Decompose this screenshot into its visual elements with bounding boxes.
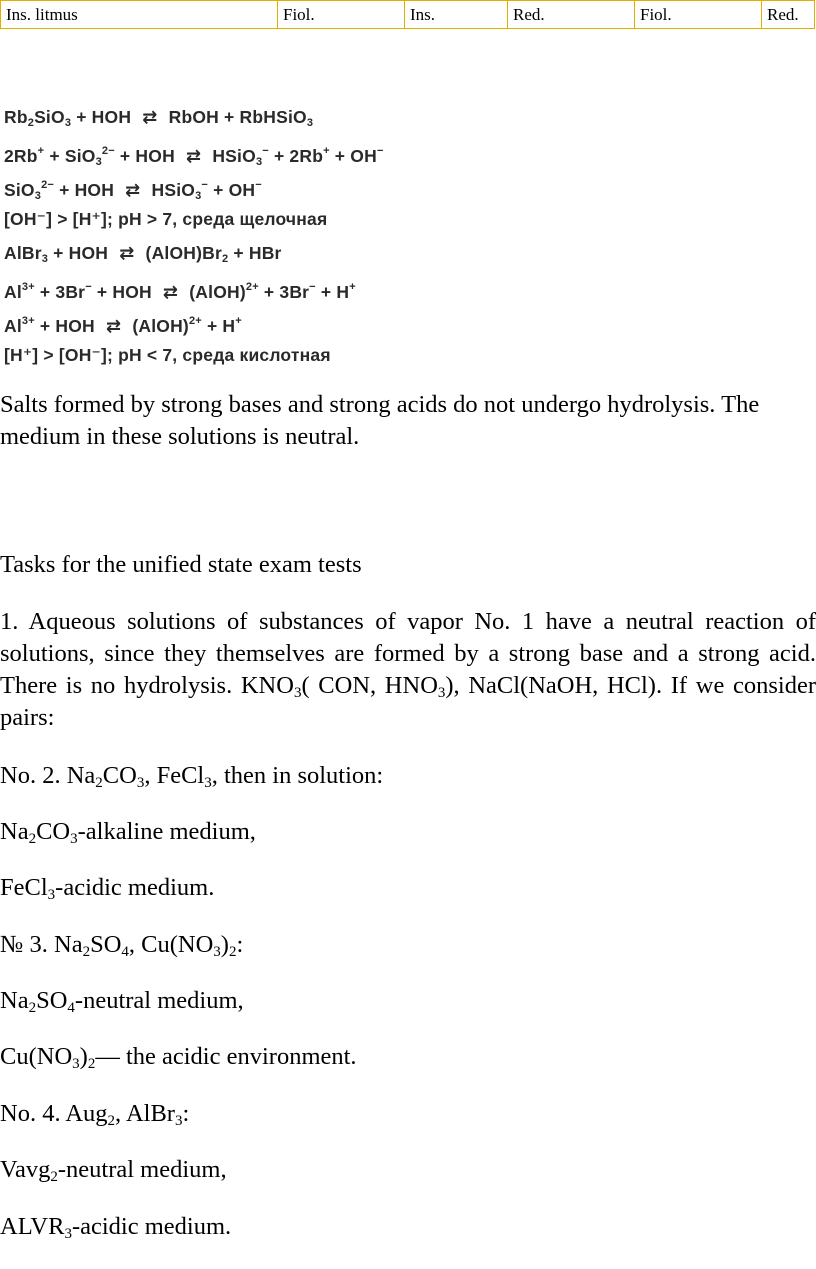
eq-sub: 3 <box>95 156 102 168</box>
subscript: 4 <box>121 944 129 960</box>
equilibrium-arrow-icon: ⇄ <box>119 243 135 263</box>
eq-sup: − <box>376 145 384 157</box>
eq-sup: + <box>349 281 356 293</box>
equation-line <box>4 134 524 168</box>
litmus-table <box>0 0 815 29</box>
eq-text: (AlOH) <box>127 316 189 336</box>
eq-sup: 2− <box>41 179 55 191</box>
subscript: 3 <box>136 775 145 791</box>
cuno3-line <box>0 1041 816 1073</box>
eq-text: + HOH <box>91 282 157 302</box>
line-text: -acidic medium. <box>55 874 215 901</box>
eq-text: (AlOH)Br <box>140 243 222 263</box>
eq-text: + SiO <box>44 146 96 166</box>
eq-sub: 3 <box>195 190 202 202</box>
subscript: 3 <box>72 1056 80 1072</box>
equation-line <box>4 270 524 304</box>
eq-sub: 3 <box>34 190 42 202</box>
equilibrium-arrow-icon: ⇄ <box>162 282 179 302</box>
eq-text: + H <box>315 282 350 302</box>
line-text: SO <box>90 931 122 958</box>
line-text: : <box>182 1100 190 1127</box>
eq-sup: 2− <box>101 145 115 157</box>
litmus-cell: Red. <box>508 1 635 29</box>
equilibrium-arrow-icon: ⇄ <box>185 146 202 166</box>
litmus-row <box>1 1 815 29</box>
pair-4-line <box>0 1098 816 1130</box>
eq-text: SiO <box>4 180 35 200</box>
line-text: -neutral medium, <box>57 1156 227 1183</box>
eq-sup: 2+ <box>245 281 259 293</box>
subscript: 2 <box>107 1113 116 1129</box>
eq-text: SiO <box>34 107 65 127</box>
subscript: 2 <box>50 1169 58 1185</box>
task-text: ( CON, HNO <box>301 672 438 699</box>
eq-sub: 3 <box>64 117 72 129</box>
eq-sup: + <box>235 315 242 327</box>
line-text: Cu(NO <box>0 1043 73 1070</box>
line-text: CO <box>102 762 137 789</box>
eq-text: + HOH <box>34 316 100 336</box>
litmus-cell: Ins. litmus <box>1 1 278 29</box>
eq-text: + OH <box>329 146 377 166</box>
eq-sup: 3+ <box>21 281 35 293</box>
line-text: , FeCl <box>144 762 205 789</box>
eq-text: HSiO <box>146 180 196 200</box>
vavg-line <box>0 1154 816 1186</box>
subscript: 3 <box>174 1113 183 1129</box>
equilibrium-arrow-icon: ⇄ <box>125 180 141 200</box>
line-text: FeCl <box>0 874 48 901</box>
eq-text: RbOH + RbHSiO <box>163 107 307 127</box>
eq-sup: − <box>201 179 209 191</box>
eq-text: + HOH <box>48 243 114 263</box>
tasks-heading: Tasks for the unified state exam tests <box>0 551 362 578</box>
subscript: 3 <box>213 944 221 960</box>
eq-sub: 2 <box>27 117 35 129</box>
line-text: SO <box>36 987 68 1014</box>
line-text: -acidic medium. <box>71 1213 232 1240</box>
eq-sup: − <box>309 281 316 293</box>
task-text: 1. Aqueous solutions of substances of vapor No. 1 have a neutral reaction of solutions, since they themselves are formed by a strong base and a strong acid. There is no hydrolysis. KNO <box>0 608 816 699</box>
hydrolysis-equations <box>4 100 524 372</box>
line-text: ) <box>220 931 229 958</box>
line-text: -alkaline medium, <box>77 818 256 845</box>
line-text: , AlBr <box>115 1100 175 1127</box>
subscript: 2 <box>228 944 237 960</box>
eq-sup: 3+ <box>21 315 35 327</box>
equation-line <box>4 236 524 270</box>
equation-line: [H⁺] > [OH⁻]; pH < 7, среда кислотная <box>4 345 331 365</box>
line-text: № 3. Na <box>0 931 83 958</box>
line-text: Na <box>0 987 29 1014</box>
eq-text: + H <box>201 316 236 336</box>
line-text: -neutral medium, <box>74 987 244 1014</box>
fecl3-line <box>0 872 816 904</box>
eq-sub: 3 <box>41 253 49 265</box>
eq-sup: + <box>37 145 45 157</box>
eq-text: HSiO <box>207 146 256 166</box>
eq-text: AlBr <box>4 243 42 263</box>
line-text: No. 4. Aug <box>0 1100 108 1127</box>
line-text: Vavg <box>0 1156 51 1183</box>
eq-text: + HOH <box>54 180 120 200</box>
line-text: No. 2. Na <box>0 762 96 789</box>
eq-sup: + <box>323 145 330 157</box>
subscript: 3 <box>64 1226 72 1242</box>
task-text: ), NaCl(NaOH, HCl). If we consider pairs: <box>0 672 816 731</box>
line-text: ALVR <box>0 1213 65 1240</box>
line-text: , Cu(NO <box>128 931 214 958</box>
eq-text: 2Rb <box>4 146 38 166</box>
subscript: 2 <box>28 831 37 847</box>
task-1-paragraph <box>0 606 816 734</box>
eq-text: Al <box>4 316 22 336</box>
salts-paragraph: Salts formed by strong bases and strong acids do not undergo hydrolysis. The medium in these solutions is neutral. <box>0 391 760 450</box>
subscript: 3 <box>293 685 302 701</box>
equation-line <box>4 100 524 134</box>
na2so4-line <box>0 985 816 1017</box>
eq-text: + OH <box>208 180 256 200</box>
eq-text: (AlOH) <box>184 282 246 302</box>
line-text: — the acidic environment. <box>95 1043 357 1070</box>
eq-text: + 3Br <box>258 282 310 302</box>
equation-line <box>4 168 524 202</box>
line-text: , then in solution: <box>211 762 384 789</box>
subscript: 3 <box>437 685 446 701</box>
equation-line <box>4 304 524 338</box>
subscript: 3 <box>47 887 56 903</box>
eq-sup: − <box>255 179 262 191</box>
subscript: 2 <box>82 944 91 960</box>
subscript: 2 <box>95 775 103 791</box>
na2co3-line <box>0 816 816 848</box>
equilibrium-arrow-icon: ⇄ <box>105 316 122 336</box>
pair-2-line <box>0 760 816 792</box>
litmus-cell: Fiol. <box>635 1 762 29</box>
eq-sup: 2+ <box>188 315 202 327</box>
subscript: 3 <box>204 775 212 791</box>
subscript: 2 <box>87 1056 96 1072</box>
eq-text: + 3Br <box>34 282 86 302</box>
subscript: 3 <box>70 831 78 847</box>
eq-text: Al <box>4 282 22 302</box>
eq-text: Rb <box>4 107 28 127</box>
line-text: CO <box>36 818 71 845</box>
equation-line: [OH⁻] > [H⁺]; pH > 7, среда щелочная <box>4 209 328 229</box>
litmus-cell: Ins. <box>405 1 508 29</box>
litmus-cell: Red. <box>762 1 815 29</box>
eq-sub: 3 <box>255 156 263 168</box>
line-text: Na <box>0 818 29 845</box>
equilibrium-arrow-icon: ⇄ <box>142 107 158 127</box>
eq-text: + HOH <box>71 107 137 127</box>
eq-sup: − <box>262 145 269 157</box>
eq-sub: 3 <box>306 117 314 129</box>
subscript: 4 <box>67 1000 75 1016</box>
eq-text: + HBr <box>228 243 282 263</box>
line-text: ) <box>79 1043 88 1070</box>
subscript: 2 <box>28 1000 37 1016</box>
eq-text: + 2Rb <box>268 146 324 166</box>
eq-text: + HOH <box>114 146 180 166</box>
litmus-cell: Fiol. <box>278 1 405 29</box>
eq-sub: 2 <box>222 253 229 265</box>
line-text: : <box>236 931 244 958</box>
eq-sup: − <box>85 281 92 293</box>
pair-3-line <box>0 929 816 961</box>
alvr-line <box>0 1211 816 1243</box>
